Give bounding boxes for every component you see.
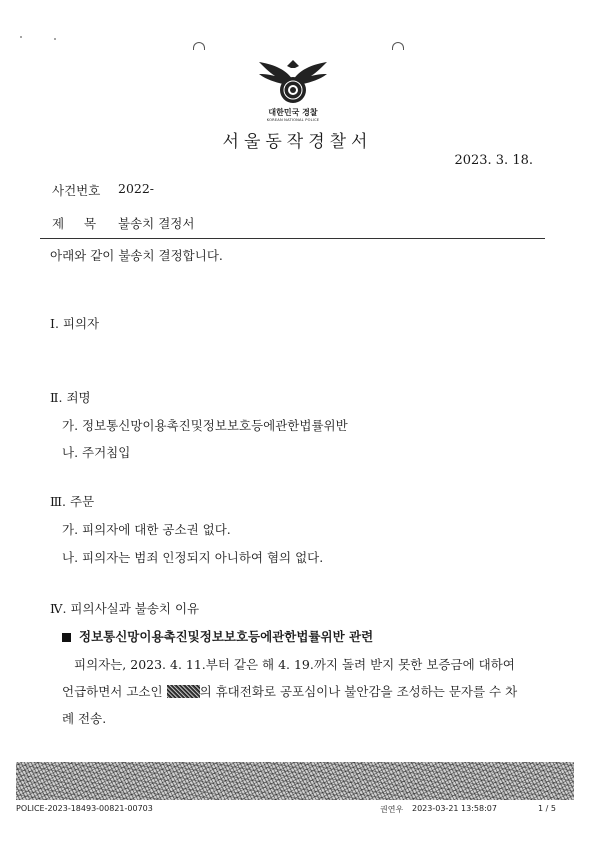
section-4-heading: Ⅳ. 피의사실과 불송치 이유 — [50, 601, 200, 616]
subject-label: 제 목 — [52, 216, 97, 231]
footer-issuer: 권연우 — [380, 805, 404, 814]
section-1-heading: Ⅰ. 피의자 — [50, 316, 100, 331]
charge-item: 가. 정보통신망이용촉진및정보보호등에관한법률위반 — [62, 418, 348, 433]
intro-text: 아래와 같이 불송치 결정합니다. — [50, 248, 223, 263]
police-emblem-icon — [257, 60, 329, 108]
reason-line: 피의자는, 2023. 4. 11.부터 같은 해 4. 19.까지 돌려 받지 못한 보증금에 대하여 — [74, 657, 515, 672]
order-item: 가. 피의자에 대한 공소권 없다. — [62, 522, 231, 537]
footer-page-number: 1 / 5 — [538, 804, 556, 813]
subject-value: 불송치 결정서 — [118, 216, 195, 231]
punch-mark — [392, 42, 404, 50]
footer-doc-id: POLICE-2023-18493-00821-00703 — [16, 804, 153, 813]
punch-mark — [193, 42, 205, 50]
square-bullet-icon — [62, 633, 71, 642]
header-divider — [40, 238, 545, 239]
reason-line: 례 전송. — [62, 711, 107, 726]
redacted-name — [167, 685, 200, 698]
logo-text-ko: 대한민국 경찰 — [268, 108, 318, 117]
watermark-noise-band — [16, 762, 574, 800]
station-title: 서울동작경찰서 — [222, 132, 373, 152]
section-4-subheading: 정보통신망이용촉진및정보보호등에관한법률위반 관련 — [62, 627, 373, 645]
case-number-value: 2022- — [118, 181, 155, 196]
order-item: 나. 피의자는 범죄 인정되지 아니하여 혐의 없다. — [62, 550, 324, 565]
reason-line: 언급하면서 고소인 의 휴대전화로 공포심이나 불안감을 조성하는 문자를 수 차 — [62, 684, 518, 699]
section-2-heading: Ⅱ. 죄명 — [50, 390, 91, 405]
section-3-heading: Ⅲ. 주문 — [50, 494, 95, 509]
document-date: 2023. 3. 18. — [454, 153, 533, 168]
scan-speck — [20, 36, 22, 38]
case-number-label: 사건번호 — [52, 183, 101, 198]
scan-speck — [54, 38, 56, 40]
logo-text-en: KOREAN NATIONAL POLICE — [266, 118, 320, 122]
footer-timestamp: 2023-03-21 13:58:07 — [412, 804, 497, 813]
charge-item: 나. 주거침입 — [62, 445, 131, 460]
